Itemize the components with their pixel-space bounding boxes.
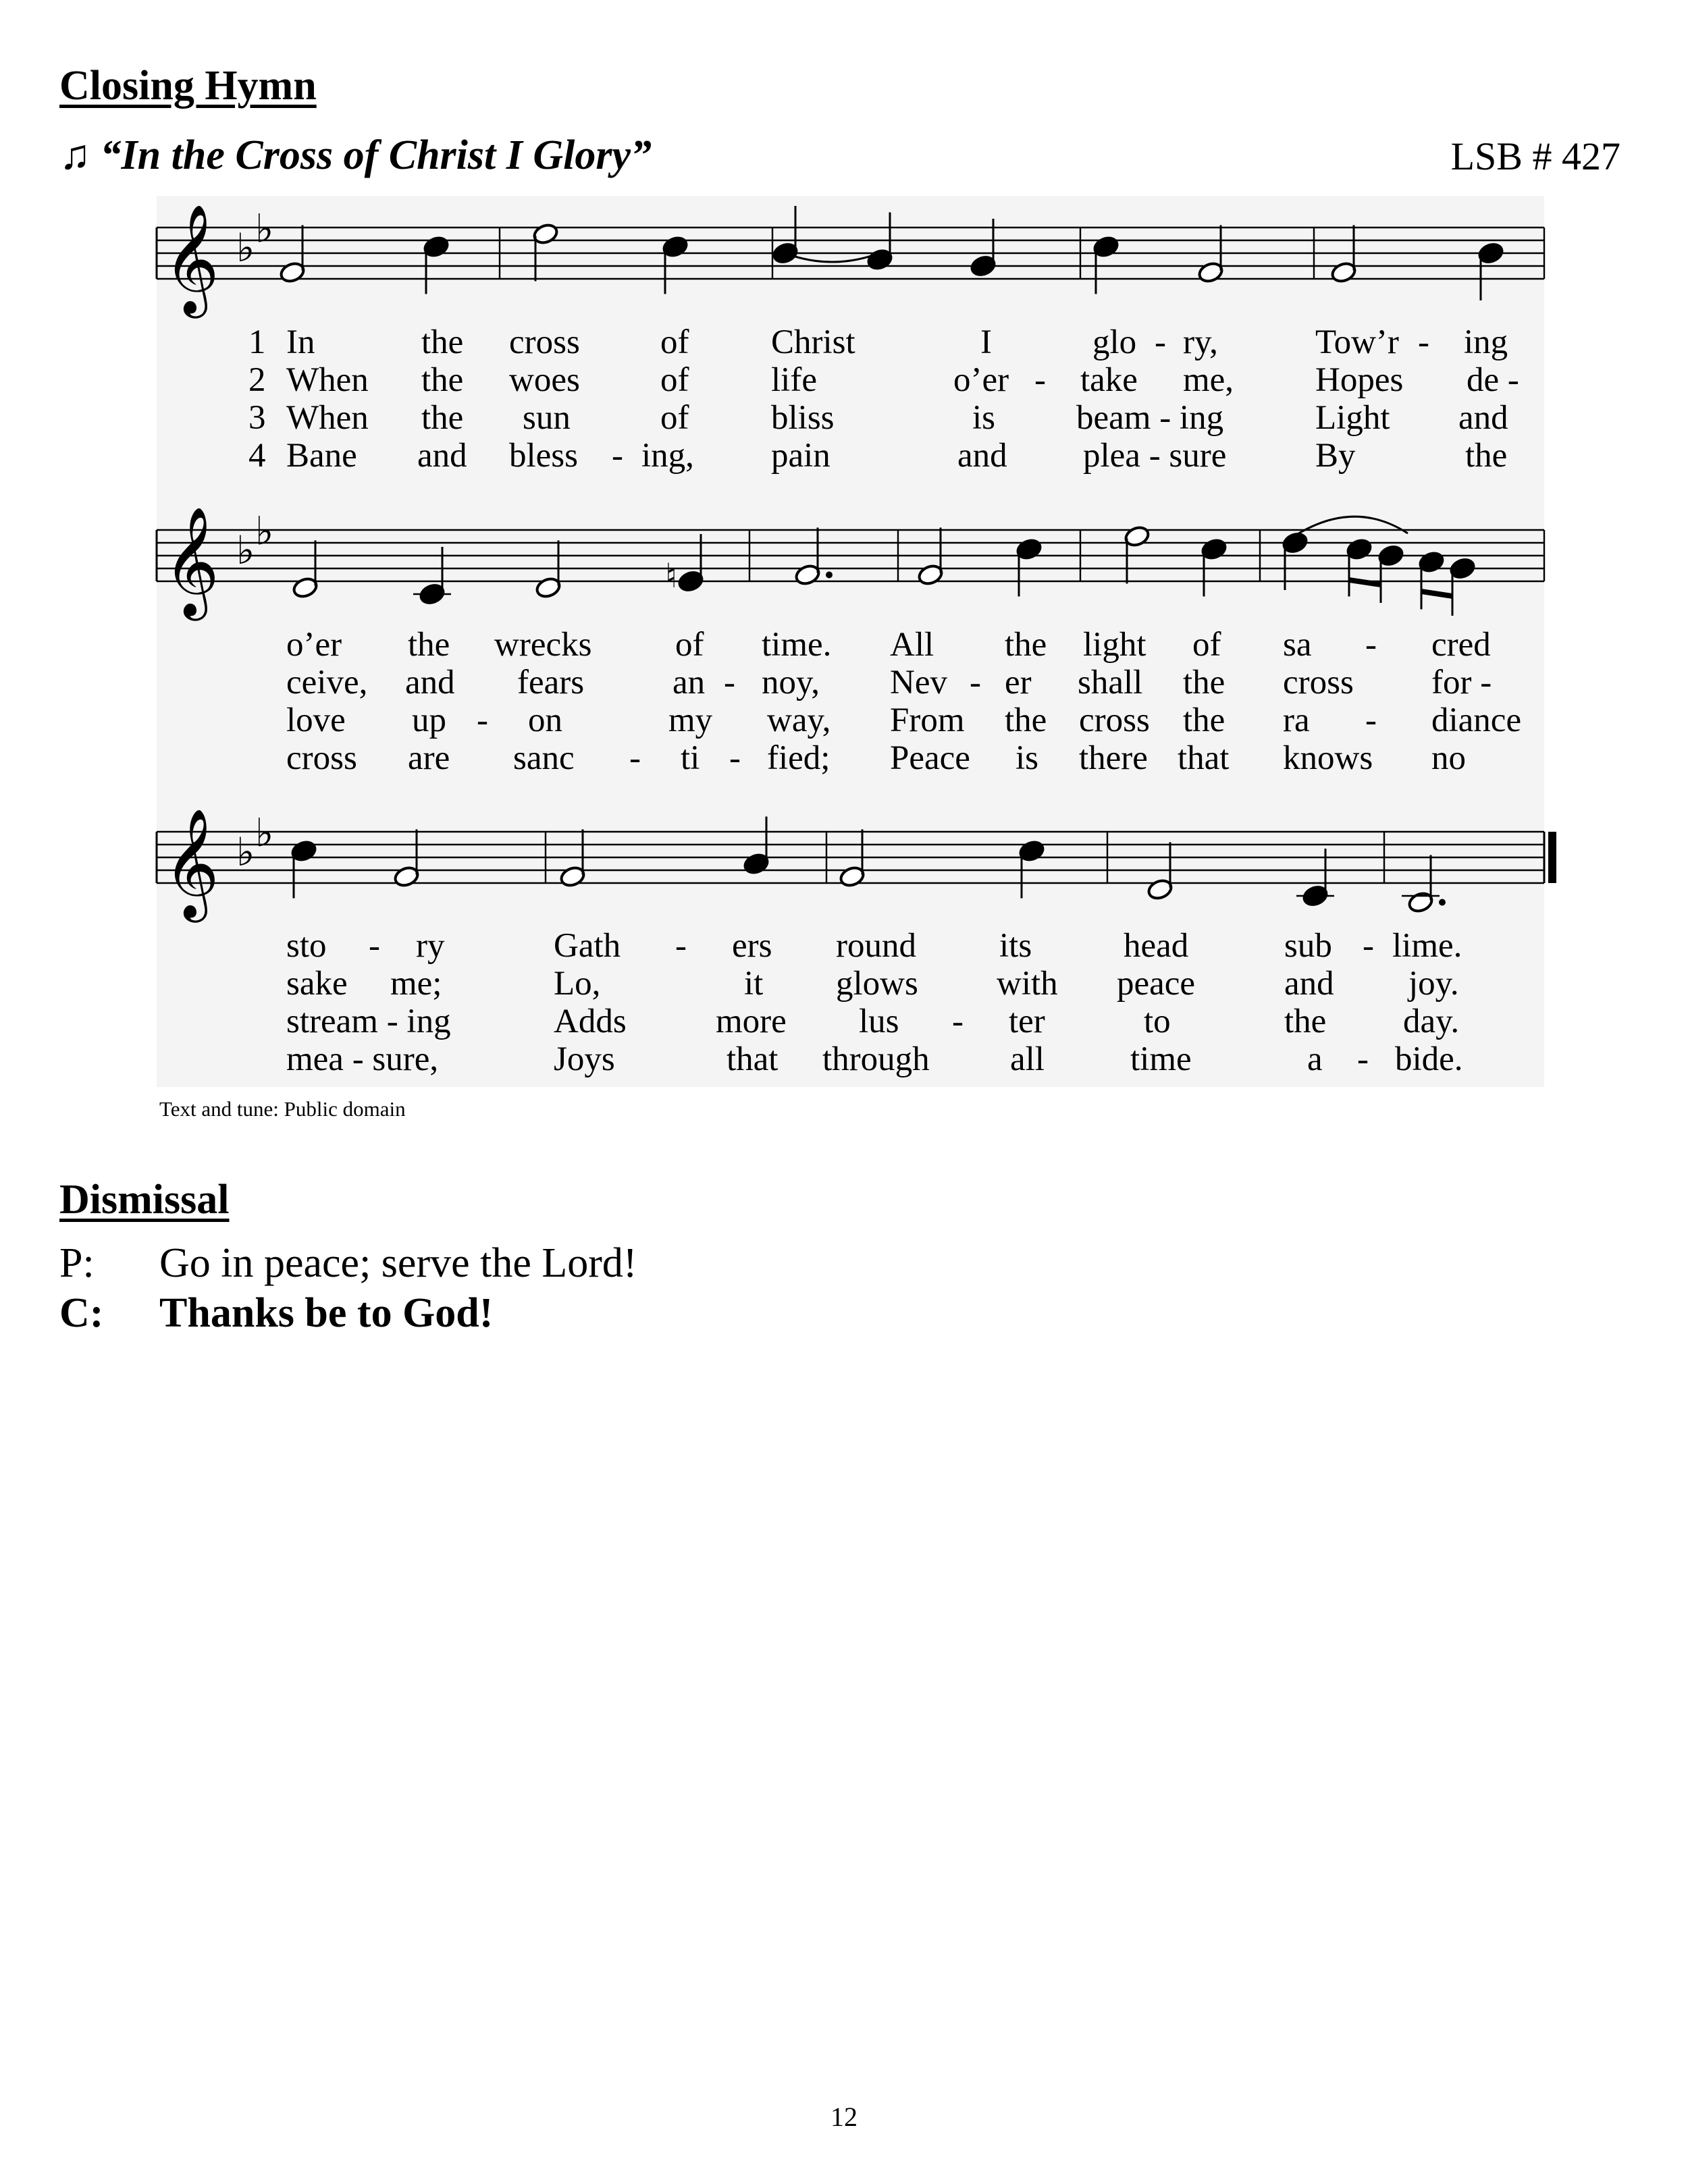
lyric-word: cross: [1079, 701, 1150, 739]
lyric-word: head: [1124, 927, 1189, 965]
congregation-label: C:: [59, 1290, 104, 1336]
lyric-hyphen: -: [724, 664, 735, 701]
lyric-word: sa: [1283, 626, 1312, 664]
lyric-word: all: [1010, 1040, 1045, 1078]
lyric-hyphen: -: [1365, 701, 1377, 739]
lyric-word: All: [890, 626, 934, 664]
svg-text:♭: ♭: [255, 508, 274, 554]
lyric-word: for -: [1431, 664, 1492, 701]
lyric-word: is: [972, 399, 996, 437]
lyric-word: o’er: [953, 361, 1009, 399]
lyric-word: the: [1183, 701, 1225, 739]
pastor-label: P:: [59, 1240, 95, 1286]
svg-text:𝄞: 𝄞: [163, 204, 219, 314]
lyric-word: ter: [1009, 1003, 1045, 1040]
lyric-word: When: [286, 361, 369, 399]
lyric-word: and: [957, 437, 1007, 475]
lyric-word: cred: [1431, 626, 1491, 664]
lyric-word: When: [286, 399, 369, 437]
lyric-word: no: [1431, 739, 1466, 777]
lyric-word: and: [1284, 965, 1334, 1003]
lyric-word: Christ: [771, 323, 855, 361]
lyric-word: of: [1192, 626, 1221, 664]
lyric-word: ry,: [1183, 323, 1218, 361]
lyric-word: is: [1016, 739, 1039, 777]
lyric-word: more: [716, 1003, 787, 1040]
lyric-word: lime.: [1392, 927, 1462, 965]
lyric-word: the: [1284, 1003, 1327, 1040]
hymn-title: “In the Cross of Christ I Glory”: [100, 132, 652, 178]
lyric-word: glows: [836, 965, 918, 1003]
lyric-word: Hopes: [1315, 361, 1404, 399]
lyric-word: ers: [732, 927, 772, 965]
lyric-word: Light: [1315, 399, 1390, 437]
lyric-word: joy.: [1408, 965, 1459, 1003]
lyric-hyphen: -: [970, 664, 981, 701]
hymn-number: LSB # 427: [1450, 134, 1620, 178]
lyric-word: sake: [286, 965, 348, 1003]
lyric-word: ra: [1283, 701, 1310, 739]
page-number: 12: [830, 2102, 858, 2132]
lyric-word: through: [822, 1040, 930, 1078]
lyric-hyphen: -: [1418, 323, 1429, 361]
lyric-word: are: [408, 739, 450, 777]
lyric-word: the: [421, 323, 464, 361]
lyric-word: time.: [762, 626, 832, 664]
lyric-word: light: [1083, 626, 1146, 664]
lyric-word: Nev: [890, 664, 947, 701]
lyric-word: cross: [509, 323, 580, 361]
lyric-word: beam - ing: [1076, 399, 1224, 437]
lyric-word: bide.: [1395, 1040, 1463, 1078]
lyric-hyphen: -: [629, 739, 641, 777]
lyric-word: knows: [1283, 739, 1373, 777]
lyric-word: love: [286, 701, 346, 739]
lyric-word: glo: [1092, 323, 1137, 361]
pastor-text: Go in peace; serve the Lord!: [159, 1240, 637, 1286]
lyric-hyphen: -: [1365, 626, 1377, 664]
music-note-icon: ♫: [59, 132, 91, 178]
lyric-word: er: [1005, 664, 1032, 701]
lyric-word: In: [286, 323, 315, 361]
lyric-word: shall: [1078, 664, 1143, 701]
lyric-word: its: [999, 927, 1032, 965]
svg-text:♭: ♭: [236, 225, 255, 271]
lyric-hyphen: -: [675, 927, 687, 965]
lyric-word: stream - ing: [286, 1003, 451, 1040]
svg-text:♮: ♮: [665, 556, 677, 595]
lyric-word: Gath: [554, 927, 621, 965]
lyric-word: sto: [286, 927, 327, 965]
svg-text:𝄞: 𝄞: [163, 506, 219, 616]
lyric-word: time: [1130, 1040, 1192, 1078]
lyric-word: of: [675, 626, 704, 664]
lyric-word: the: [1465, 437, 1508, 475]
svg-text:♭: ♭: [255, 205, 274, 252]
lyric-word: the: [408, 626, 450, 664]
lyric-word: o’er: [286, 626, 342, 664]
lyric-word: lus: [859, 1003, 899, 1040]
lyric-word: up: [412, 701, 446, 739]
lyric-word: of: [660, 323, 689, 361]
lyric-word: there: [1079, 739, 1148, 777]
lyric-word: Lo,: [554, 965, 601, 1003]
congregation-text: Thanks be to God!: [159, 1290, 494, 1336]
lyric-word: me;: [390, 965, 442, 1003]
lyric-word: By: [1315, 437, 1356, 475]
lyric-word: noy,: [762, 664, 820, 701]
lyric-word: take: [1080, 361, 1138, 399]
lyric-word: to: [1144, 1003, 1171, 1040]
lyric-word: pain: [771, 437, 830, 475]
svg-text:♭: ♭: [236, 527, 255, 573]
lyric-word: Adds: [554, 1003, 627, 1040]
lyric-word: an: [672, 664, 706, 701]
lyric-word: ing: [1464, 323, 1508, 361]
lyric-word: de -: [1467, 361, 1519, 399]
lyric-word: that: [727, 1040, 779, 1078]
lyric-word: sub: [1284, 927, 1332, 965]
lyric-hyphen: -: [369, 927, 380, 965]
closing-hymn-heading: Closing Hymn: [59, 63, 317, 109]
lyric-hyphen: -: [477, 701, 488, 739]
lyric-hyphen: -: [1155, 323, 1166, 361]
hymn-credit: Text and tune: Public domain: [159, 1097, 406, 1121]
lyric-word: wrecks: [494, 626, 592, 664]
lyric-word: ceive,: [286, 664, 368, 701]
lyric-word: ti: [681, 739, 700, 777]
lyric-word: bliss: [771, 399, 835, 437]
lyric-word: peace: [1117, 965, 1196, 1003]
verse-4-number: 4: [248, 437, 266, 475]
lyric-word: From: [890, 701, 965, 739]
lyric-word: Tow’r: [1315, 323, 1399, 361]
lyric-word: of: [660, 399, 689, 437]
lyric-word: sun: [523, 399, 571, 437]
lyric-word: I: [980, 323, 992, 361]
lyric-word: that: [1178, 739, 1230, 777]
lyric-word: day.: [1403, 1003, 1460, 1040]
lyric-word: Bane: [286, 437, 357, 475]
lyric-word: the: [1183, 664, 1225, 701]
lyric-word: fied;: [767, 739, 830, 777]
lyric-hyphen: -: [1034, 361, 1046, 399]
lyric-word: my: [668, 701, 713, 739]
lyric-word: me,: [1183, 361, 1234, 399]
lyric-word: Peace: [890, 739, 970, 777]
lyric-word: way,: [767, 701, 831, 739]
lyric-word: with: [997, 965, 1058, 1003]
lyric-hyphen: -: [1357, 1040, 1369, 1078]
lyric-word: and: [405, 664, 455, 701]
lyric-word: diance: [1431, 701, 1522, 739]
lyric-word: a: [1307, 1040, 1323, 1078]
lyric-hyphen: -: [1363, 927, 1374, 965]
verse-3-number: 3: [248, 399, 266, 437]
lyric-hyphen: -: [952, 1003, 964, 1040]
lyric-word: the: [1005, 701, 1047, 739]
lyric-word: ing,: [641, 437, 694, 475]
lyric-word: the: [421, 361, 464, 399]
lyric-word: cross: [286, 739, 357, 777]
lyric-word: life: [771, 361, 817, 399]
lyric-hyphen: -: [729, 739, 741, 777]
lyric-word: and: [1458, 399, 1508, 437]
lyric-word: cross: [1283, 664, 1354, 701]
lyric-word: and: [417, 437, 467, 475]
lyric-word: it: [744, 965, 764, 1003]
lyric-word: bless: [509, 437, 578, 475]
svg-text:♭: ♭: [255, 809, 274, 856]
verse-2-number: 2: [248, 361, 266, 399]
dismissal-heading: Dismissal: [59, 1177, 230, 1223]
lyric-word: the: [421, 399, 464, 437]
lyric-word: of: [660, 361, 689, 399]
svg-text:𝄞: 𝄞: [163, 808, 219, 918]
lyric-word: woes: [509, 361, 580, 399]
lyric-hyphen: -: [612, 437, 623, 475]
verse-1-number: 1: [248, 323, 266, 361]
lyric-word: Joys: [554, 1040, 615, 1078]
lyric-word: the: [1005, 626, 1047, 664]
lyric-word: round: [836, 927, 916, 965]
lyric-word: ry: [416, 927, 445, 965]
lyric-word: plea - sure: [1083, 437, 1227, 475]
lyric-word: fears: [517, 664, 585, 701]
lyric-word: on: [528, 701, 562, 739]
svg-text:♭: ♭: [236, 829, 255, 875]
lyric-word: mea - sure,: [286, 1040, 439, 1078]
lyric-word: sanc: [513, 739, 575, 777]
